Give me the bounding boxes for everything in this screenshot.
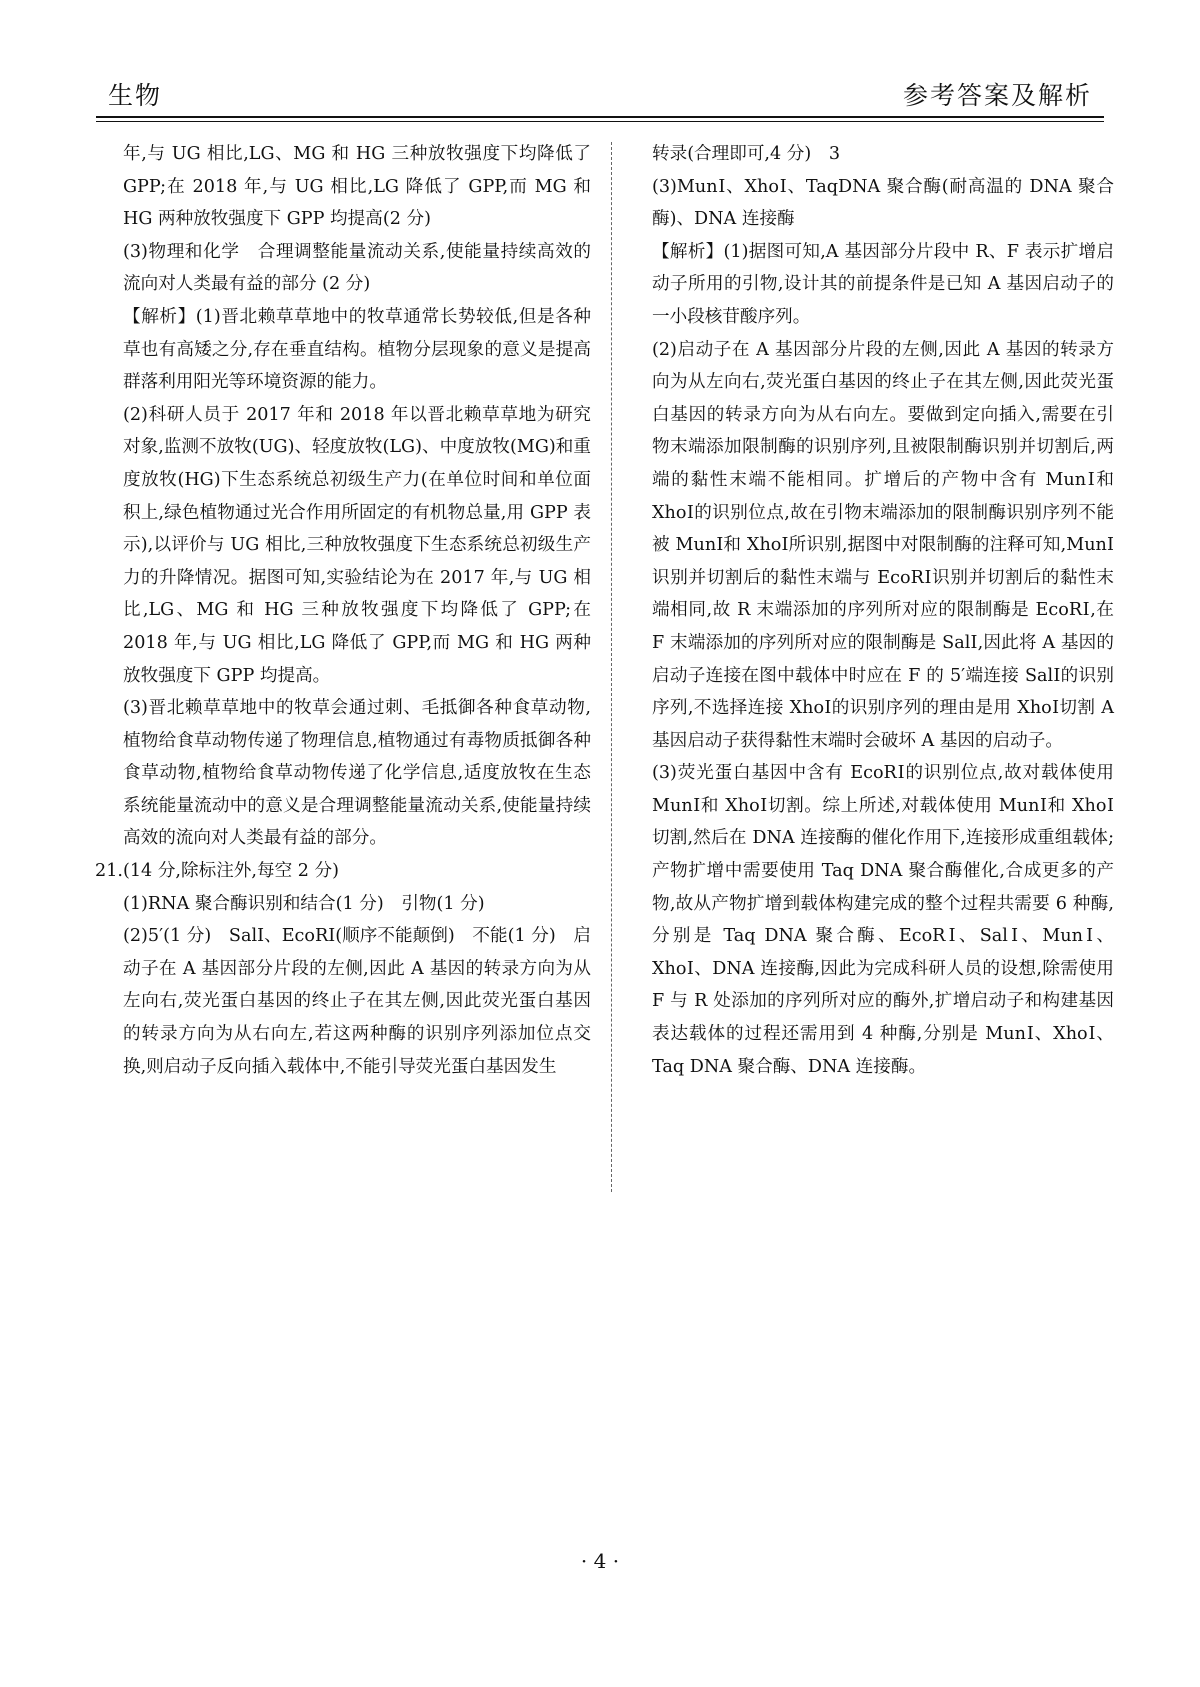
page-number: · 4 · (580, 1549, 620, 1573)
paragraph: 【解析】(1)据图可知,A 基因部分片段中 R、F 表示扩增启动子所用的引物,设计其的前提条件是已知 A 基因启动子的一小段核苷酸序列。 (652, 241, 1114, 327)
paragraph: (3)荧光蛋白基因中含有 EcoRⅠ的识别位点,故对载体使用 MunⅠ和 XhoⅠ切割。综上所述,对载体使用 MunⅠ和 XhoⅠ切割,然后在 DNA 连接酶的催化作用下,连接形成重组载体;产物扩增中需要使用 Taq DNA 聚合酶催化,合成更多的产物,故从产物扩增到载体构建完成的整个过程共需要 6 种酶,分别是 Taq DNA 聚合酶、EcoRⅠ、SalⅠ、MunⅠ、XhoⅠ、DNA 连接酶,因此为完成科研人员的设想,除需使用 F 与 R 处添加的序列所对应的酶外,扩增启动子和构建基因表达载体的过程还需用到 4 种酶,分别是 MunⅠ、XhoⅠ、Taq DNA 聚合酶、DNA 连接酶。 (652, 763, 1114, 1077)
paragraph: (3)MunⅠ、XhoⅠ、TaqDNA 聚合酶(耐高温的 DNA 聚合酶)、DNA 连接酶 (652, 176, 1114, 230)
header-subject: 生物 (108, 81, 163, 110)
paragraph: (1)RNA 聚合酶识别和结合(1 分) 引物(1 分) (123, 893, 485, 914)
paragraph: 年,与 UG 相比,LG、MG 和 HG 三种放牧强度下均降低了 GPP;在 2018 年,与 UG 相比,LG 降低了 GPP,而 MG 和 HG 两种放牧强度下 GPP 均提高(2 分) (123, 144, 591, 230)
left-column (95, 138, 591, 1083)
paragraph: (2)5′(1 分) SalⅠ、EcoRⅠ(顺序不能颠倒) 不能(1 分) 启动子在 A 基因部分片段的左侧,因此 A 基因的转录方向为从左向右,荧光蛋白基因的终止子在其左侧,因此荧光蛋白基因的转录方向为从右向左,若这两种酶的识别序列添加位点交换,则启动子反向插入载体中,不能引导荧光蛋白基因发生 (123, 926, 591, 1077)
paragraph: 转录(合理即可,4 分) 3 (652, 144, 841, 164)
paragraph: (3)物理和化学 合理调整能量流动关系,使能量持续高效的流向对人类最有益的部分 (2 分) (123, 241, 591, 295)
column-divider (611, 142, 612, 1192)
paragraph: (2)科研人员于 2017 年和 2018 年以晋北赖草草地为研究对象,监测不放牧(UG)、轻度放牧(LG)、中度放牧(MG)和重度放牧(HG)下生态系统总初级生产力(在单位时间和单位面积上,绿色植物通过光合作用所固定的有机物总量,用 GPP 表示),以评价与 UG 相比,三种放牧强度下生态系统总初级生产力的升降情况。据图可知,实验结论为在 2017 年,与 UG 相比,LG、MG 和 HG 三种放牧强度下均降低了 GPP;在 2018 年,与 UG 相比,LG 降低了 GPP,而 MG 和 HG 两种放牧强度下 GPP 均提高。 (123, 404, 591, 686)
question-heading: 21.(14 分,除标注外,每空 2 分) (95, 861, 340, 882)
header-rule (96, 116, 1104, 122)
header-section-title: 参考答案及解析 (902, 81, 1092, 110)
right-column (652, 138, 1114, 1083)
paragraph: (3)晋北赖草草地中的牧草会通过刺、毛抵御各种食草动物,植物给食草动物传递了物理信息,植物通过有毒物质抵御各种食草动物,植物给食草动物传递了化学信息,适度放牧在生态系统能量流动中的意义是合理调整能量流动关系,使能量持续高效的流向对人类最有益的部分。 (123, 698, 591, 849)
paragraph: (2)启动子在 A 基因部分片段的左侧,因此 A 基因的转录方向为从左向右,荧光蛋白基因的终止子在其左侧,因此荧光蛋白基因的转录方向为从右向左。要做到定向插入,需要在引物末端添加限制酶的识别序列,且被限制酶识别并切割后,两端的黏性末端不能相同。扩增后的产物中含有 MunⅠ和 XhoⅠ的识别位点,故在引物末端添加的限制酶识别序列不能被 MunⅠ和 XhoⅠ所识别,据图中对限制酶的注释可知,MunⅠ识别并切割后的黏性末端与 EcoRⅠ识别并切割后的黏性末端相同,故 R 末端添加的序列所对应的限制酶是 EcoRⅠ,在 F 末端添加的序列所对应的限制酶是 SalⅠ,因此将 A 基因的启动子连接在图中载体中时应在 F 的 5′端连接 SalⅠ的识别序列,不选择连接 XhoⅠ的识别序列的理由是用 XhoⅠ切割 A 基因启动子获得黏性末端时会破坏 A 基因的启动子。 (652, 339, 1114, 751)
paragraph: 【解析】(1)晋北赖草草地中的牧草通常长势较低,但是各种草也有高矮之分,存在垂直结构。植物分层现象的意义是提高群落利用阳光等环境资源的能力。 (123, 306, 591, 393)
